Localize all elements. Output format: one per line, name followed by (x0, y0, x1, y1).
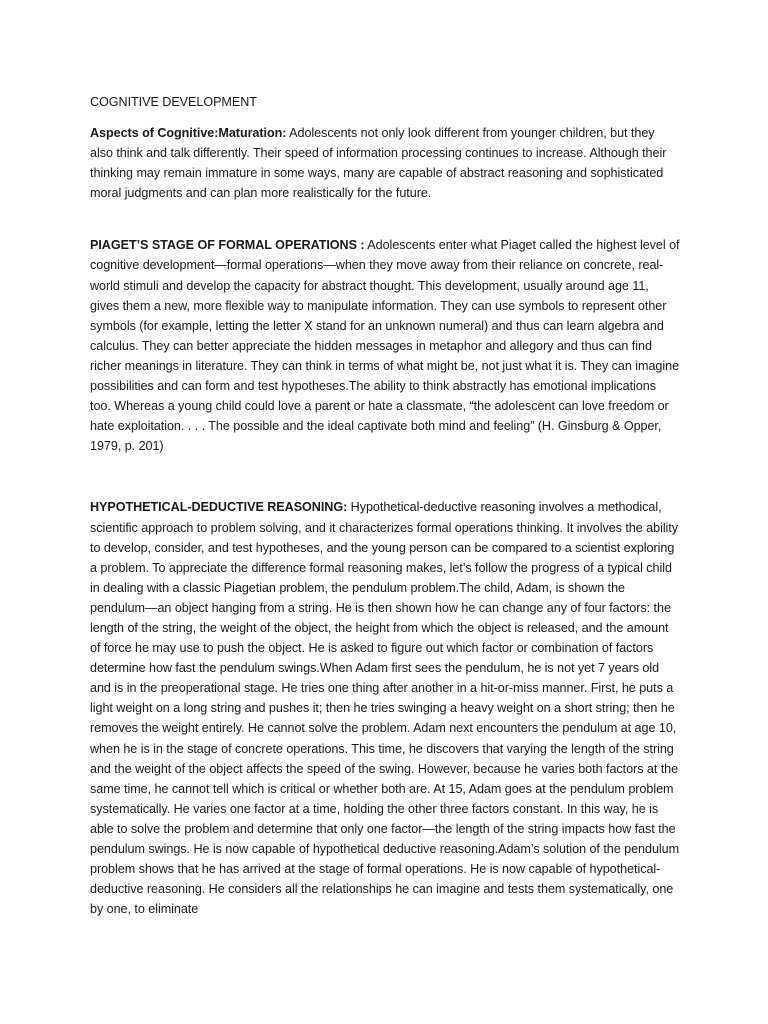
document-page (90, 92, 680, 919)
section-body: Hypothetical-deductive reasoning involves a methodical, scientific approach to problem solving, and it characterizes formal operations thinking. It involves the ability to develop, consider, and test hypotheses, and the young person can be compared to a scientist exploring a problem. To appreciate the difference formal reasoning makes, let’s follow the progress of a typical child in dealing with a classic Piagetian problem, the pendulum problem.The child, Adam, is shown the pendulum—an object hanging from a string. He is then shown how he can change any of four factors: the length of the string, the weight of the object, the height from which the object is released, and the amount of force he may use to push the object. He is asked to figure out which factor or combination of factors determine how fast the pendulum swings.When Adam first sees the pendulum, he is not yet 7 years old and is in the preoperational stage. He tries one thing after another in a hit-or-miss manner. First, he puts a light weight on a long string and pushes it; then he tries swinging a heavy weight on a short string; then he removes the weight entirely. He cannot solve the problem. Adam next encounters the pendulum at age 10, when he is in the stage of concrete operations. This time, he discovers that varying the length of the string and the weight of the object affects the speed of the swing. However, because he varies both factors at the same time, he cannot tell which is critical or whether both are. At 15, Adam goes at the pendulum problem systematically. He varies one factor at a time, holding the other three factors constant. In this way, he is able to solve the problem and determine that only one factor—the length of the string impacts how fast the pendulum swings. He is now capable of hypothetical deductive reasoning.Adam’s solution of the pendulum problem shows that he has arrived at the stage of formal operations. He is now capable of hypothetical-deductive reasoning. He considers all the relationships he can imagine and tests them systematically, one by one, to eliminate (90, 500, 680, 917)
section-body: Adolescents not only look different from younger children, but they also think and talk differently. Their speed of information processing continues to increase. Although their thinking may remain immature in some ways, many are capable of abstract reasoning and sophisticated moral judgments and can plan more realistically for the future. (90, 126, 667, 201)
paragraph-spacer (90, 203, 680, 235)
paragraph-spacer (90, 456, 680, 497)
section-heading: Aspects of Cognitive:Maturation: (90, 126, 287, 140)
section-cognitive-maturation (90, 123, 680, 203)
section-body: Adolescents enter what Piaget called the highest level of cognitive development—formal operations—when they move away from their reliance on concrete, real-world stimuli and develop the capacity for abstract thought. This development, usually around age 11, gives them a new, more flexible way to manipulate information. They can use symbols to represent other symbols (for example, letting the letter X stand for an unknown numeral) and thus can learn algebra and calculus. They can better appreciate the hidden messages in metaphor and allegory and thus can find richer meanings in literature. They can think in terms of what might be, not just what it is. They can imagine possibilities and can form and test hypotheses.The ability to think abstractly has emotional implications too. Whereas a young child could love a parent or hate a classmate, “the adolescent can love freedom or hate exploitation. . . . The possible and the ideal captivate both mind and feeling” (H. Ginsburg & Opper, 1979, p. 201) (90, 238, 680, 454)
section-formal-operations (90, 235, 680, 456)
section-heading: HYPOTHETICAL-DEDUCTIVE REASONING: (90, 500, 348, 515)
document-title: COGNITIVE DEVELOPMENT (90, 95, 257, 109)
section-heading: PIAGET’S STAGE OF FORMAL OPERATIONS : (90, 238, 365, 253)
section-hypothetical-deductive (90, 497, 680, 919)
